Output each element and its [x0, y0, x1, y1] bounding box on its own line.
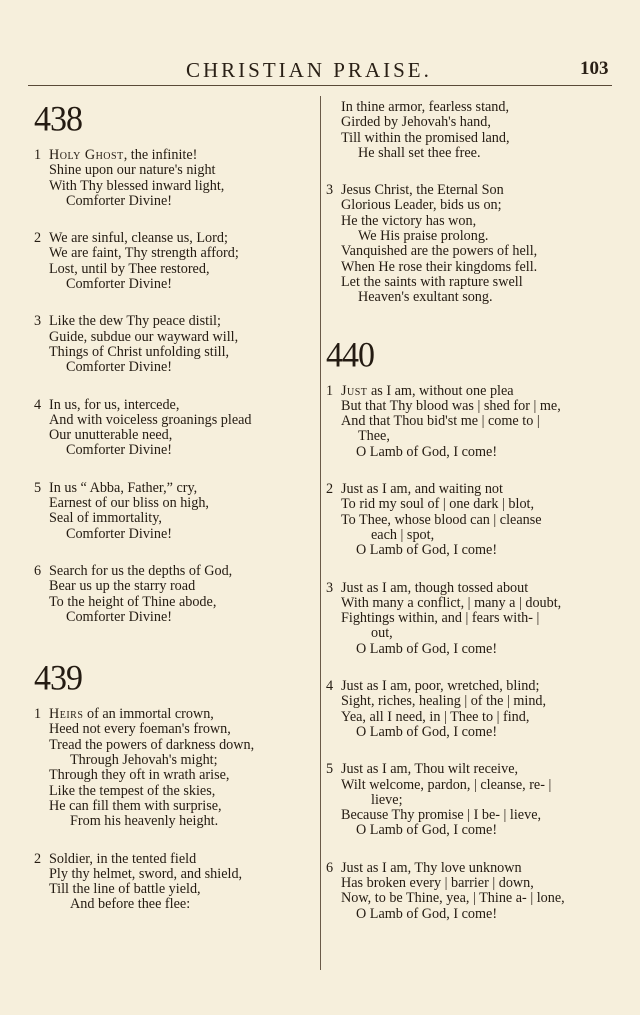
stanza-lead: Just as I am, Thy love unknown — [341, 859, 522, 876]
page-number: 103 — [580, 58, 609, 79]
stanza-number: 6 — [326, 859, 334, 876]
stanza-lead: We are sinful, cleanse us, Lord; — [49, 230, 228, 247]
verse-line: With many a conflict, | many a | doubt, — [341, 594, 562, 611]
stanza-lead: Jesus Christ, the Eternal Son — [341, 182, 504, 199]
header-rule — [28, 85, 612, 86]
verse-line: Let the saints with rapture swell — [341, 273, 523, 290]
verse-line: Vanquished are the powers of hell, — [341, 243, 538, 260]
stanza-lead: of an immortal crown, — [83, 706, 214, 723]
verse-line: Lost, until by Thee restored, — [49, 260, 210, 277]
refrain-line: Comforter Divine! — [66, 442, 172, 459]
verse-line: And with voiceless groanings plead — [49, 411, 252, 428]
stanza-number: 4 — [34, 396, 42, 413]
refrain-line: O Lamb of God, I come! — [356, 640, 498, 657]
stanza-lead: Search for us the depths of God, — [49, 562, 233, 579]
verse-line: Wilt welcome, pardon, | cleanse, re- | — [341, 776, 552, 793]
stanza-number: 1 — [34, 706, 42, 723]
right-column — [326, 96, 616, 944]
refrain-line: Comforter Divine! — [66, 525, 172, 542]
stanza-number: 1 — [34, 147, 42, 163]
verse-line: To rid my soul of | one dark | blot, — [341, 496, 535, 513]
refrain-line: O Lamb of God, I come! — [356, 542, 498, 559]
hymn-440-stanza-6 — [326, 861, 616, 922]
stanza-lead: Just as I am, though tossed about — [341, 579, 529, 596]
refrain-line: O Lamb of God, I come! — [356, 723, 498, 740]
stanza-lead-smallcaps: Just — [341, 382, 368, 399]
hymn-439-stanza-3 — [326, 183, 616, 305]
hymn-438-stanza-2 — [34, 231, 314, 292]
stanza-number: 3 — [34, 313, 42, 330]
verse-line: We His praise prolong. — [358, 228, 489, 245]
stanza-lead: Soldier, in the tented field — [49, 850, 197, 867]
refrain-line: Comforter Divine! — [66, 608, 172, 625]
running-title: CHRISTIAN PRAISE. — [186, 58, 432, 82]
verse-line: Heaven's exultant song. — [358, 289, 493, 306]
verse-line: Till within the promised land, — [341, 129, 510, 146]
verse-line: Fightings within, and | fears with- | — [341, 610, 540, 627]
hymn-number-440: 440 — [326, 335, 374, 375]
hymn-440-stanza-4 — [326, 679, 616, 740]
hymn-438-stanza-3 — [34, 314, 314, 375]
verse-line: Through they oft in wrath arise, — [49, 767, 230, 784]
verse-line: Because Thy promise | I be- | lieve, — [341, 807, 542, 824]
hymn-439-stanza-1 — [34, 707, 314, 829]
verse-line: Shine upon our nature's night — [49, 162, 216, 179]
stanza-number: 1 — [326, 382, 334, 399]
verse-line: Through Jehovah's might; — [70, 752, 218, 769]
verse-line: Things of Christ unfolding still, — [49, 343, 230, 360]
verse-line: When He rose their kingdoms fell. — [341, 258, 538, 275]
stanza-lead: Just as I am, Thou wilt receive, — [341, 761, 519, 778]
hymn-number-439: 439 — [34, 659, 82, 699]
hymn-439-stanza-2 — [34, 852, 314, 913]
verse-line: And before thee flee: — [70, 896, 191, 913]
stanza-number: 3 — [326, 182, 334, 199]
stanza-lead: In us, for us, intercede, — [49, 396, 180, 413]
hymn-440-stanza-2 — [326, 482, 616, 558]
stanza-lead: Like the dew Thy peace distil; — [49, 313, 221, 330]
hymn-440-stanza-5 — [326, 762, 616, 838]
stanza-lead: In us “ Abba, Father,” cry, — [49, 479, 198, 496]
verse-line: Earnest of our bliss on high, — [49, 495, 209, 512]
verse-line: Has broken every | barrier | down, — [341, 874, 534, 891]
verse-line: Now, to be Thine, yea, | Thine a- | lone, — [341, 890, 565, 907]
hymn-438-stanza-5 — [34, 481, 314, 542]
stanza-lead: Just as I am, and waiting not — [341, 481, 503, 498]
verse-line: In thine armor, fearless stand, — [341, 99, 510, 115]
verse-line: each | spot, — [371, 526, 435, 543]
verse-line: With Thy blessed inward light, — [49, 177, 225, 194]
stanza-number: 5 — [34, 479, 42, 496]
verse-line: From his heavenly height. — [70, 813, 219, 830]
left-column — [34, 96, 314, 935]
stanza-number: 6 — [34, 562, 42, 579]
verse-line: out, — [371, 625, 393, 642]
refrain-line: Comforter Divine! — [66, 276, 172, 293]
verse-line: Glorious Leader, bids us on; — [341, 197, 502, 214]
verse-line: Like the tempest of the skies, — [49, 782, 216, 799]
verse-line: Our unutterable need, — [49, 427, 173, 444]
hymn-440-stanza-1 — [326, 384, 616, 460]
verse-line: Bear us up the starry road — [49, 578, 196, 595]
hymn-438-stanza-1 — [34, 148, 314, 209]
verse-line: Sight, riches, healing | of the | mind, — [341, 693, 547, 710]
verse-line: Thee, — [358, 428, 390, 445]
stanza-number: 3 — [326, 579, 334, 596]
column-divider — [320, 96, 321, 970]
stanza-lead: , the infinite! — [123, 147, 198, 163]
verse-line: He the victory has won, — [341, 212, 477, 229]
verse-line: lieve; — [371, 791, 403, 808]
hymn-440-stanza-3 — [326, 581, 616, 657]
stanza-number: 4 — [326, 678, 334, 695]
verse-line: Seal of immortality, — [49, 510, 162, 527]
stanza-lead: Just as I am, poor, wretched, blind; — [341, 678, 540, 695]
verse-line: But that Thy blood was | shed for | me, — [341, 397, 561, 414]
hymn-438-stanza-6 — [34, 564, 314, 625]
hymn-438-stanza-4 — [34, 398, 314, 459]
verse-line: Ply thy helmet, sword, and shield, — [49, 865, 243, 882]
stanza-lead-smallcaps: Heirs — [49, 706, 84, 723]
stanza-number: 5 — [326, 761, 334, 778]
verse-line: We are faint, Thy strength afford; — [49, 245, 239, 262]
refrain-line: O Lamb of God, I come! — [356, 443, 498, 460]
stanza-number: 2 — [34, 230, 42, 247]
running-header — [0, 58, 640, 88]
hymn-439-stanza-2-continued — [326, 100, 616, 161]
verse-line: And that Thou bid'st me | come to | — [341, 413, 540, 430]
verse-line: Heed not every foeman's frown, — [49, 721, 231, 738]
stanza-lead: as I am, without one plea — [367, 382, 514, 399]
stanza-number: 2 — [326, 481, 334, 498]
verse-line: He shall set thee free. — [358, 144, 481, 161]
stanza-lead-smallcaps: Holy Ghost — [49, 147, 124, 163]
verse-line: Girded by Jehovah's hand, — [341, 114, 491, 131]
verse-line: Guide, subdue our wayward will, — [49, 328, 239, 345]
verse-line: Yea, all I need, in | Thee to | find, — [341, 708, 530, 725]
hymn-number-438: 438 — [34, 100, 82, 139]
refrain-line: Comforter Divine! — [66, 192, 172, 209]
verse-line: To the height of Thine abode, — [49, 593, 217, 610]
refrain-line: Comforter Divine! — [66, 359, 172, 376]
refrain-line: O Lamb of God, I come! — [356, 822, 498, 839]
verse-line: Tread the powers of darkness down, — [49, 736, 255, 753]
verse-line: He can fill them with surprise, — [49, 797, 222, 814]
stanza-number: 2 — [34, 850, 42, 867]
verse-line: Till the line of battle yield, — [49, 881, 201, 898]
refrain-line: O Lamb of God, I come! — [356, 905, 498, 922]
verse-line: To Thee, whose blood can | cleanse — [341, 511, 542, 528]
